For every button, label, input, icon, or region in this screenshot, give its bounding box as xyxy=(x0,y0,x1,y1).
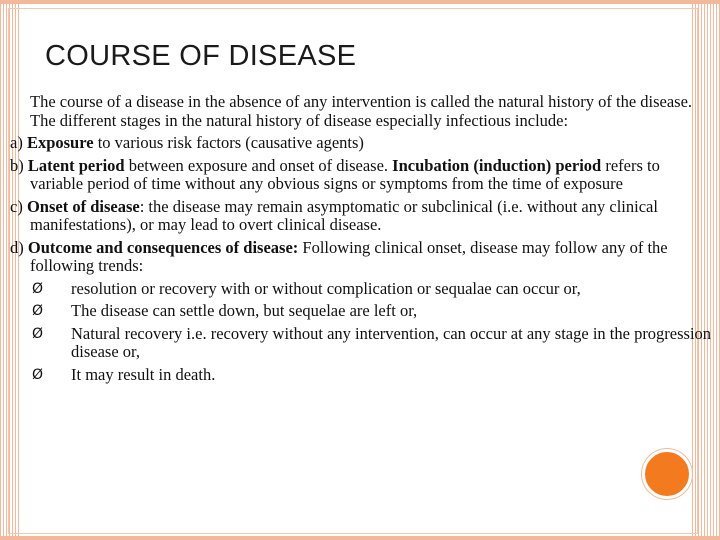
arrow-bullet-icon: Ø xyxy=(32,303,44,319)
item-term: Outcome and consequences of disease: xyxy=(27,237,299,257)
bullet-item xyxy=(32,325,712,362)
bullet-text: Natural recovery i.e. recovery without any intervention, can occur at any stage in the progression disease or, xyxy=(71,323,712,361)
arrow-bullet-icon: Ø xyxy=(32,325,44,342)
item-text: to various risk factors (causative agents) xyxy=(93,133,364,152)
orange-accent-circle xyxy=(642,449,692,499)
item-text: between exposure and onset of disease. xyxy=(124,155,393,175)
item-prefix: b) xyxy=(10,155,28,175)
bullet-item xyxy=(32,366,712,385)
list-item-outcome xyxy=(10,239,712,276)
item-prefix: c) xyxy=(10,196,27,216)
top-frame-border xyxy=(0,0,720,4)
list-item-latent-period xyxy=(10,157,712,194)
item-term: Latent period xyxy=(27,155,125,175)
item-prefix: a) xyxy=(10,133,27,152)
item-text: Following clinical onset, disease may follow any of the following trends: xyxy=(30,237,668,275)
bullet-item xyxy=(32,302,712,321)
bullet-text: resolution or recovery with or without complication or sequalae can occur or, xyxy=(71,278,581,298)
outcome-bullet-list xyxy=(10,280,712,385)
item-text-secondary: refers to variable period of time without any obvious signs or symptoms from the time of exposure xyxy=(30,155,660,193)
bullet-item xyxy=(32,280,712,299)
slide-body xyxy=(10,93,712,388)
list-item-onset xyxy=(10,198,712,235)
bullet-text: The disease can settle down, but sequelae are left or, xyxy=(71,301,418,320)
item-text: : the disease may remain asymptomatic or subclinical (i.e. without any clinical manifestations), or may lead to overt clinical disease. xyxy=(30,196,658,234)
item-term: Onset of disease xyxy=(26,196,140,216)
item-term: Exposure xyxy=(26,133,94,152)
bullet-text: It may result in death. xyxy=(71,364,216,384)
intro-paragraph: The course of a disease in the absence of any intervention is called the natural history of the disease. The different stages in the natural history of disease especially infectious include: xyxy=(30,92,693,130)
arrow-bullet-icon: Ø xyxy=(32,366,44,383)
item-term-secondary: Incubation (induction) period xyxy=(392,155,602,175)
arrow-bullet-icon: Ø xyxy=(32,280,44,297)
slide-title: COURSE OF DISEASE xyxy=(45,40,357,72)
list-item-exposure xyxy=(10,134,712,153)
item-prefix: d) xyxy=(10,237,28,257)
bottom-frame-border xyxy=(0,536,720,540)
